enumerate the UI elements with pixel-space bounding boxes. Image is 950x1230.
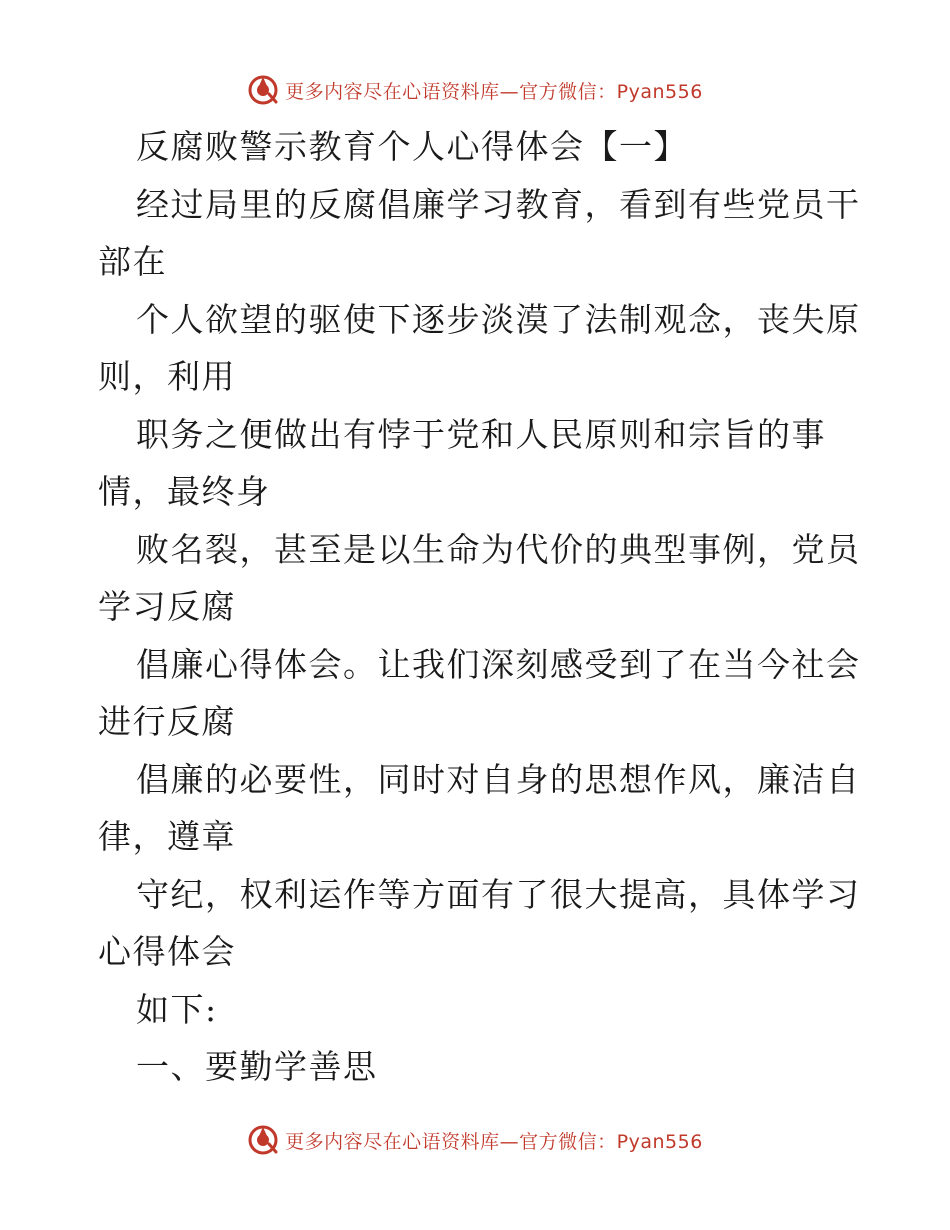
paragraph-line: 部在 (98, 242, 167, 281)
document-body (98, 118, 861, 1096)
brand-logo-icon (247, 1124, 279, 1156)
document-title: 反腐败警示教育个人心得体会【一】 (136, 127, 688, 166)
header-banner-text: 更多内容尽在心语资料库—官方微信：Pyan556 (285, 80, 703, 103)
footer-banner-text: 更多内容尽在心语资料库—官方微信：Pyan556 (285, 1130, 703, 1153)
section-heading: 一、要勤学善思 (136, 1047, 378, 1086)
brand-logo-icon (247, 74, 279, 106)
paragraph-line: 情，最终身 (98, 472, 271, 511)
paragraph-line: 倡廉心得体会。让我们深刻感受到了在当今社会 (136, 644, 861, 684)
paragraph-line: 败名裂，甚至是以生命为代价的典型事例，党员 (136, 529, 861, 569)
paragraph-line: 学习反腐 (98, 587, 236, 626)
paragraph-line: 进行反腐 (98, 702, 236, 741)
paragraph-line: 律，遵章 (98, 817, 236, 856)
header-watermark-banner (0, 70, 950, 110)
paragraph-line: 守纪，权利运作等方面有了很大提高，具体学习 (136, 874, 861, 914)
paragraph-line: 心得体会 (98, 932, 236, 971)
paragraph-line: 则，利用 (98, 357, 236, 396)
footer-watermark-banner (0, 1120, 950, 1160)
paragraph-line: 如下: (136, 989, 218, 1029)
paragraph-line: 经过局里的反腐倡廉学习教育，看到有些党员干 (136, 184, 861, 224)
paragraph-line: 个人欲望的驱使下逐步淡漠了法制观念，丧失原 (136, 299, 861, 339)
paragraph-line: 职务之便做出有悖于党和人民原则和宗旨的事 (136, 414, 826, 454)
paragraph-line: 倡廉的必要性，同时对自身的思想作风，廉洁自 (136, 759, 861, 799)
